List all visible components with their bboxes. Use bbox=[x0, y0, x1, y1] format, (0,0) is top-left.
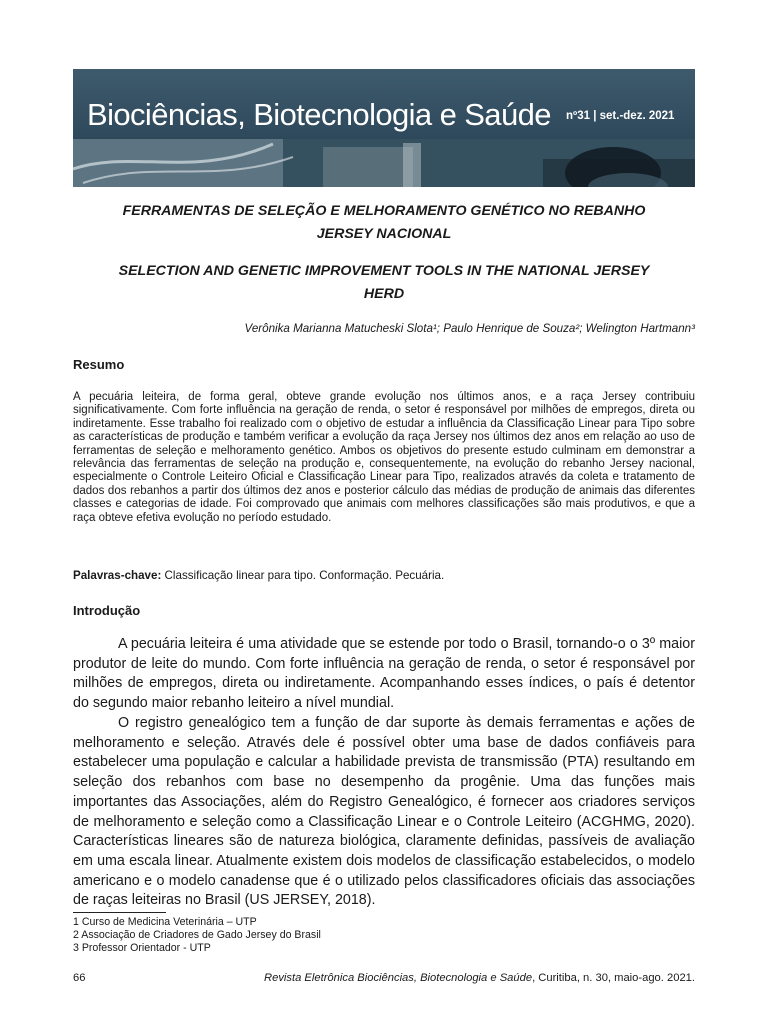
journal-title: Biociências, Biotecnologia e Saúde bbox=[87, 97, 551, 132]
footnote-divider bbox=[73, 912, 166, 913]
journal-citation bbox=[264, 972, 695, 984]
abstract-text: A pecuária leiteira, de forma geral, obteve grande evolução nos últimos anos, e a raça Jersey contribuiu significativamente. Com forte influência na geração de renda, o setor é responsável por milhões de empregos, direta ou indiretamente. Esse trabalho foi realizado com o objetivo de estudar a influência da Classificação Linear para Tipo sobre as características de produção e também verificar a evolução da raça Jersey nos últimos dez anos em relação ao uso de ferramentas de seleção e melhoramento genético. Ambos os objetivos do presente estudo culminam em demonstrar a relevância das ferramentas de seleção na produção e, consequentemente, na evolução do rebanho Jersey nacional, especialmente o Controle Leiteiro Oficial e Classificação Linear para Tipo, realizados através da coleta e tratamento de dados dos rebanhos a partir dos últimos dez anos e posterior cálculo das médias de produção de animais das diferentes classes e categorias de idade. Foi comprovado que animais com melhores classificações são mais produtivos, e que a raça obteve efetiva evolução no período estudado. bbox=[73, 391, 695, 524]
keywords bbox=[73, 569, 444, 582]
footnote-3: 3 Professor Orientador - UTP bbox=[73, 942, 211, 954]
author-list: Verônika Marianna Matucheski Slota¹; Paulo Henrique de Souza²; Welington Hartmann³ bbox=[244, 322, 695, 335]
introduction-paragraph-2: O registro genealógico tem a função de dar suporte às demais ferramentas e ações de melhoramento e seleção. Através dele é possível obter uma base de dados confiáveis para estabelecer uma população e calcular a habilidade prevista de transmissão (PTA) resultando em seleção dos rebanhos com base no desempenho da progênie. Uma das funções mais importantes das Associações, além do Registro Genealógico, é fornecer aos criadores serviços de melhoramento e seleção como a Classificação Linear e o Controle Leiteiro (ACGHMG, 2020). Características lineares são de natureza biológica, claramente definidas, passíveis de avaliação em uma escala linear. Atualmente existem dois modelos de classificação estabelecidos, o modelo americano e o modelo canadense que é o utilizado pelos classificadores oficiais das associações de raças leiteiras no Brasil (US JERSEY, 2018). bbox=[73, 715, 695, 909]
introduction-paragraph-1: A pecuária leiteira é uma atividade que se estende por todo o Brasil, tornando-o o 3º maior produtor de leite do mundo. Com forte influência na geração de renda, o setor é responsável por milhões de empregos, direta ou indiretamente. Acompanhando esses índices, o país é detentor do segundo maior rebanho leiteiro a nível mundial. bbox=[73, 636, 695, 712]
title-portuguese-line-2: JERSEY NACIONAL bbox=[316, 226, 452, 242]
title-portuguese-line-1: FERRAMENTAS DE SELEÇÃO E MELHORAMENTO GENÉTICO NO REBANHO bbox=[122, 203, 646, 219]
footnotes bbox=[73, 916, 321, 955]
issue-label: nº31 | set.-dez. 2021 bbox=[566, 110, 675, 122]
footnote-1: 1 Curso de Medicina Veterinária – UTP bbox=[73, 916, 257, 928]
title-portuguese bbox=[73, 200, 695, 246]
abstract-heading: Resumo bbox=[73, 357, 125, 372]
keywords-text: Classificação linear para tipo. Conformação. Pecuária. bbox=[164, 569, 445, 582]
journal-details: , Curitiba, n. 30, maio-ago. 2021. bbox=[532, 972, 695, 984]
title-english bbox=[73, 260, 695, 306]
footnote-2: 2 Associação de Criadores de Gado Jersey do Brasil bbox=[73, 929, 321, 941]
keywords-label: Palavras-chave: bbox=[73, 569, 162, 582]
title-english-line-1: SELECTION AND GENETIC IMPROVEMENT TOOLS IN THE NATIONAL JERSEY bbox=[118, 263, 650, 279]
introduction-heading: Introdução bbox=[73, 603, 141, 618]
journal-name: Revista Eletrônica Biociências, Biotecnologia e Saúde bbox=[264, 972, 533, 984]
journal-banner bbox=[73, 69, 695, 187]
banner-lab-photo bbox=[73, 139, 695, 187]
title-english-line-2: HERD bbox=[363, 286, 405, 302]
page-number: 66 bbox=[73, 972, 86, 984]
